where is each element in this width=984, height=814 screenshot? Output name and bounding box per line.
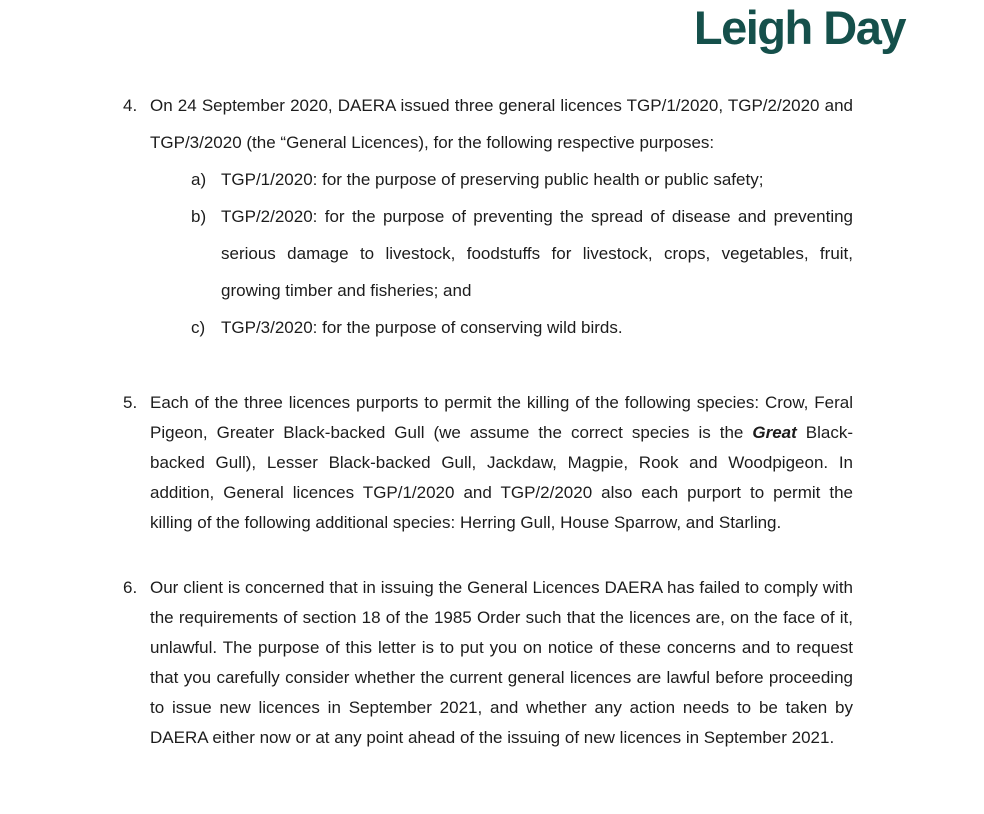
paragraph-text: On 24 September 2020, DAERA issued three general licences TGP/1/2020, TGP/2/2020 and TGP/3/2020 (the “General Licences), for the following respective purposes: [150, 96, 853, 152]
leigh-day-logo: Leigh Day [693, 1, 905, 54]
sub-paragraph-text: TGP/1/2020: for the purpose of preserving public health or public safety; [221, 170, 764, 189]
sub-list-item-a [191, 161, 853, 198]
list-number: 6. [123, 578, 138, 597]
list-number: 5. [123, 393, 138, 412]
letter-body [123, 87, 853, 753]
list-item-4 [123, 87, 853, 161]
paragraph-segment: Black-backed Gull), Lesser Black-backed Gull, Jackdaw, Magpie, Rook and Woodpigeon. In addition, General licences TGP/1/2020 and TGP/2/2020 also each purport to permit the killing of the following additional species: Herring Gull, House Sparrow, and Starling. [150, 423, 853, 532]
sub-paragraph-text: TGP/3/2020: for the purpose of conserving wild birds. [221, 318, 623, 337]
paragraph-segment: Each of the three licences purports to permit the killing of the following species: Crow, Feral Pigeon, Greater Black-backed Gull (we assume the correct species is the [150, 393, 853, 442]
sub-list-item-b [191, 198, 853, 309]
sub-list-letter: b) [191, 207, 207, 226]
sub-list-item-c [191, 309, 853, 346]
paragraph-text: Our client is concerned that in issuing the General Licences DAERA has failed to comply with the requirements of section 18 of the 1985 Order such that the licences are, on the face of it, unlawful. The purpose of this letter is to put you on notice of these concerns and to request that you carefully consider whether the current general licences are lawful before proceeding to issue new licences in September 2021, and whether any action needs to be taken by DAERA either now or at any point ahead of the issuing of new licences in September 2021. [150, 578, 853, 747]
list-item-5 [123, 388, 853, 538]
list-number: 4. [123, 96, 138, 115]
paragraph-text [150, 388, 853, 538]
sub-paragraph-text: TGP/2/2020: for the purpose of preventing the spread of disease and preventing serious damage to livestock, foodstuffs for livestock, crops, vegetables, fruit, growing timber and fisheries; and [221, 207, 853, 300]
sub-list-letter: c) [191, 318, 206, 337]
paragraph-segment-emphasis: Great [752, 423, 797, 442]
sub-list-letter: a) [191, 170, 207, 189]
list-item-6 [123, 573, 853, 753]
